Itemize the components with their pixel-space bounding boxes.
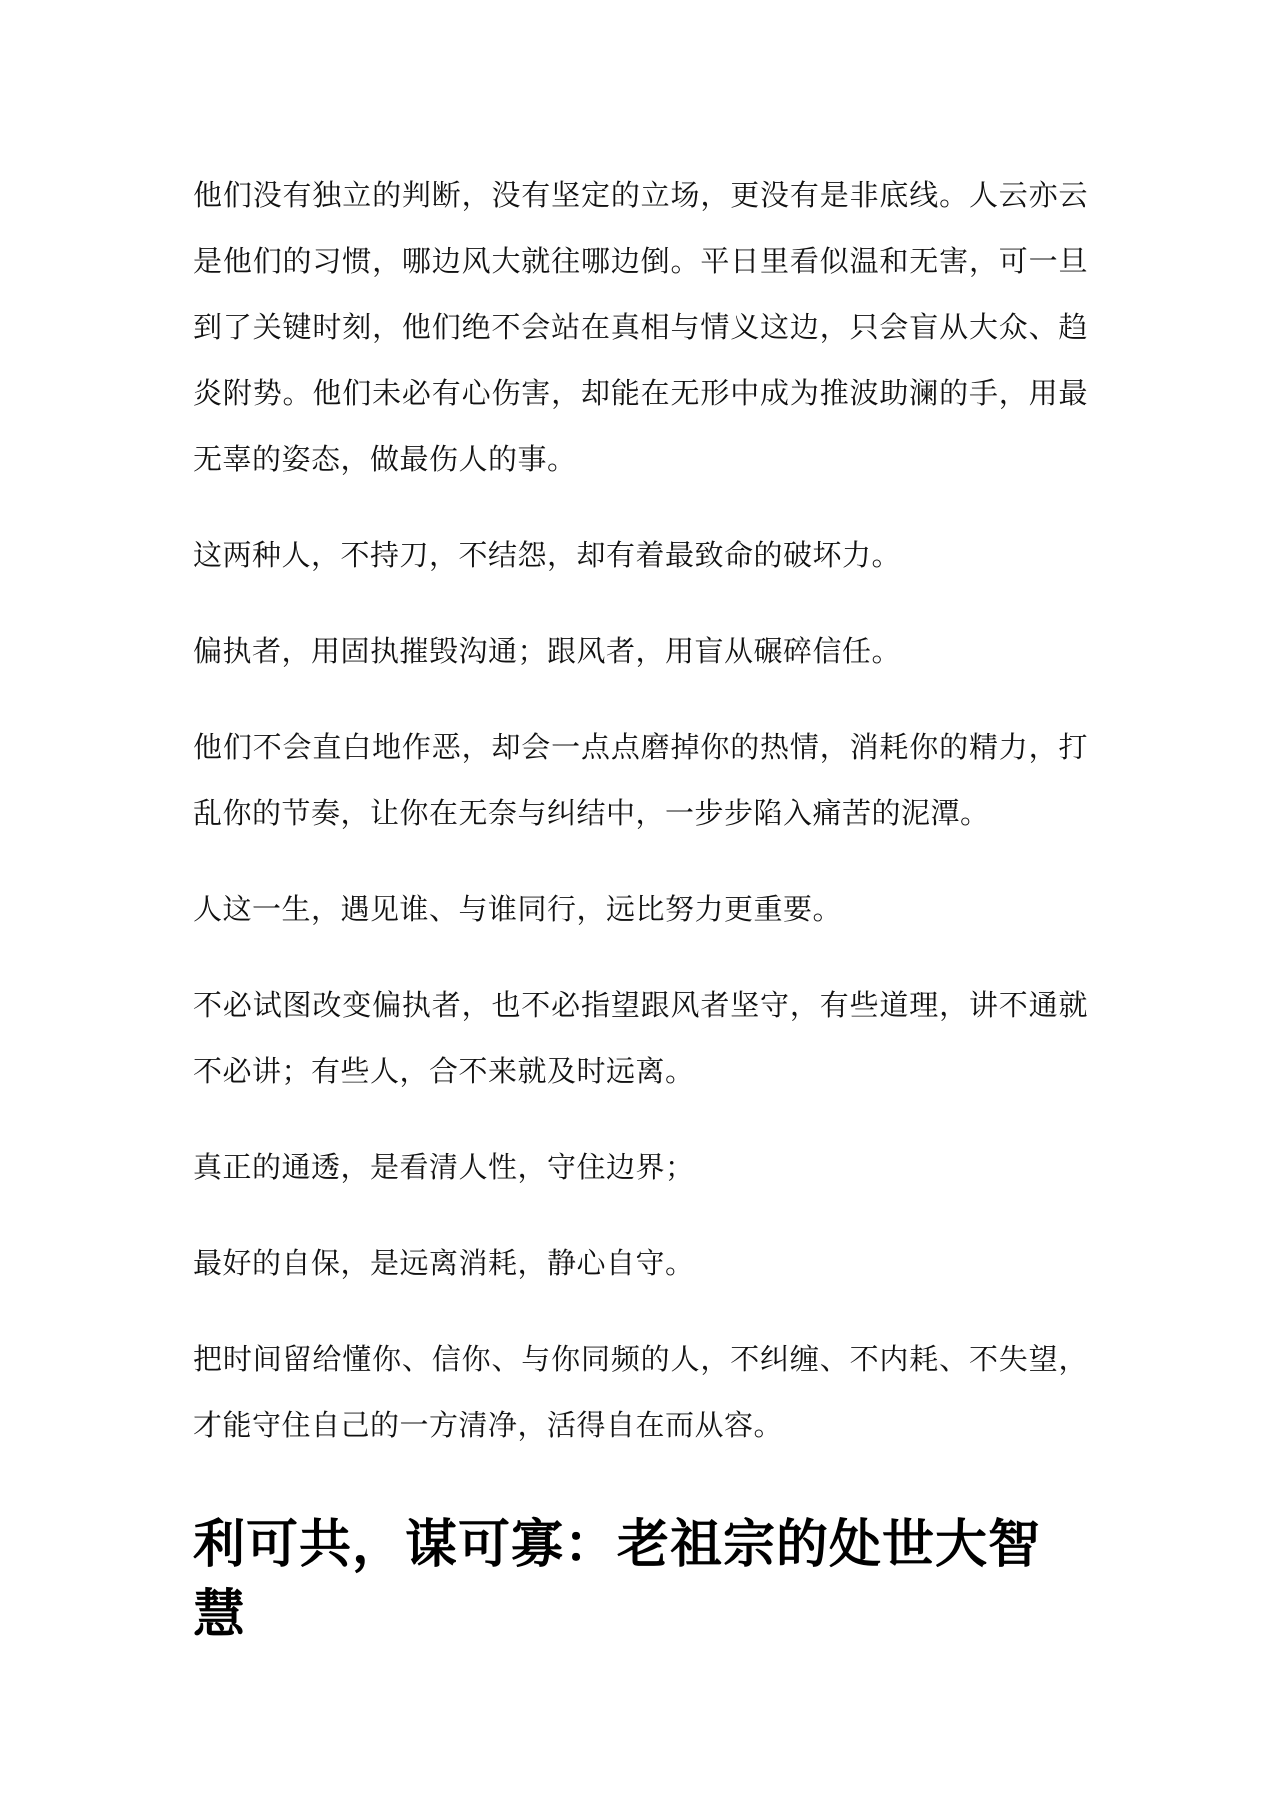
paragraph-2: 这两种人，不持刀，不结怨，却有着最致命的破坏力。	[193, 538, 902, 572]
paragraph-5: 人这一生，遇见谁、与谁同行，远比努力更重要。	[193, 892, 843, 926]
paragraph-9: 把时间留给懂你、信你、与你同频的人，不纠缠、不内耗、不失望，才能守住自己的一方清净，活得自在而从容。	[193, 1342, 1088, 1442]
paragraph-1: 他们没有独立的判断，没有坚定的立场，更没有是非底线。人云亦云是他们的习惯，哪边风大就往哪边倒。平日里看似温和无害，可一旦到了关键时刻，他们绝不会站在真相与情义这边，只会盲从大众、趋炎附势。他们未必有心伤害，却能在无形中成为推波助澜的手，用最无辜的姿态，做最伤人的事。	[193, 178, 1088, 476]
paragraph-7: 真正的通透，是看清人性，守住边界；	[193, 1150, 695, 1184]
paragraph-4: 他们不会直白地作恶，却会一点点磨掉你的热情，消耗你的精力，打乱你的节奏，让你在无奈与纠结中，一步步陷入痛苦的泥潭。	[193, 730, 1088, 830]
paragraph-3: 偏执者，用固执摧毁沟通；跟风者，用盲从碾碎信任。	[193, 634, 902, 668]
paragraph-6: 不必试图改变偏执者，也不必指望跟风者坚守，有些道理，讲不通就不必讲；有些人，合不来就及时远离。	[193, 988, 1088, 1088]
paragraph-8: 最好的自保，是远离消耗，静心自守。	[193, 1246, 695, 1280]
section-heading: 利可共，谋可寡：老祖宗的处世大智慧	[193, 1515, 1042, 1645]
article-body	[193, 162, 1088, 1650]
